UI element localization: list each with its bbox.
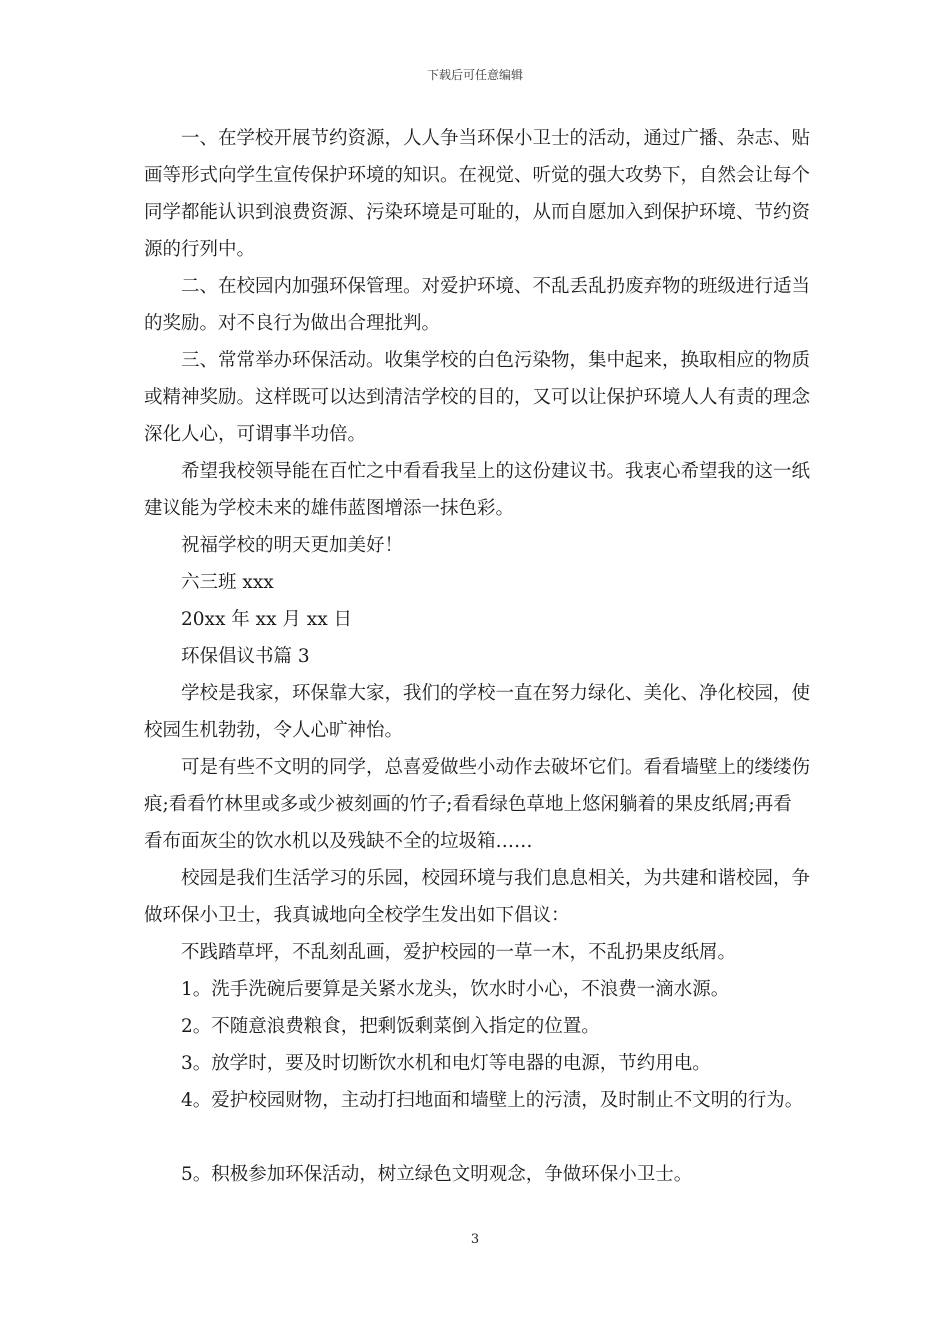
signature-date: 20xx 年 xx 月 xx 日: [181, 609, 353, 630]
paragraph-problems: 可是有些不文明的同学，总喜爱做些小动作去破坏它们。看看墙壁上的缕缕伤痕;看看竹林里或多或少被刻画的竹子;看看绿色草地上悠闲躺着的果皮纸屑;再看看布面灰尘的饮水机以及残缺不全的垃圾箱……: [144, 757, 811, 852]
proposal-item-4: 4。爱护校园财物，主动打扫地面和墙壁上的污渍，及时制止不文明的行为。: [181, 1090, 804, 1111]
paragraph-item-3: 三、常常举办环保活动。收集学校的白色污染物，集中起来，换取相应的物质或精神奖励。这样既可以达到清洁学校的目的，又可以让保护环境人人有责的理念深化人心，可谓事半功倍。: [144, 350, 811, 445]
signature-class: 六三班 xxx: [181, 572, 274, 593]
proposal-item-1: 1。洗手洗碗后要算是关紧水龙头，饮水时小心，不浪费一滴水源。: [181, 979, 730, 1000]
document-body: [144, 120, 810, 1193]
paragraph-appeal: 校园是我们生活学习的乐园，校园环境与我们息息相关，为共建和谐校园，争做环保小卫士，我真诚地向全校学生发出如下倡议：: [144, 868, 811, 926]
page-number: 3: [470, 1232, 480, 1247]
paragraph-item-1: 一、在学校开展节约资源，人人争当环保小卫士的活动，通过广播、杂志、贴画等形式向学生宣传保护环境的知识。在视觉、听觉的强大攻势下，自然会让每个同学都能认识到浪费资源、污染环境是可耻的，从而自愿加入到保护环境、节约资源的行列中。: [144, 128, 811, 260]
page-header: 下载后可任意编辑: [426, 68, 523, 82]
proposal-item-5: 5。积极参加环保活动，树立绿色文明观念，争做环保小卫士。: [181, 1164, 693, 1185]
paragraph-intro: 学校是我家，环保靠大家，我们的学校一直在努力绿化、美化、净化校园，使校园生机勃勃，令人心旷神怡。: [144, 683, 811, 741]
paragraph-proposal-lead: 不践踏草坪，不乱刻乱画，爱护校园的一草一木，不乱扔果皮纸屑。: [181, 942, 737, 963]
paragraph-item-2: 二、在校园内加强环保管理。对爱护环境、不乱丢乱扔废弃物的班级进行适当的奖励。对不良行为做出合理批判。: [144, 276, 811, 334]
paragraph-closing-wish: 希望我校领导能在百忙之中看看我呈上的这份建议书。我衷心希望我的这一纸建议能为学校未来的雄伟蓝图增添一抹色彩。: [144, 461, 811, 519]
blank-line: [144, 1119, 810, 1156]
proposal-item-3: 3。放学时，要及时切断饮水机和电灯等电器的电源，节约用电。: [181, 1053, 711, 1074]
section-title: 环保倡议书篇 3: [181, 646, 310, 667]
paragraph-blessing: 祝福学校的明天更加美好！: [181, 535, 404, 556]
proposal-item-2: 2。不随意浪费粮食，把剩饭剩菜倒入指定的位置。: [181, 1016, 600, 1037]
